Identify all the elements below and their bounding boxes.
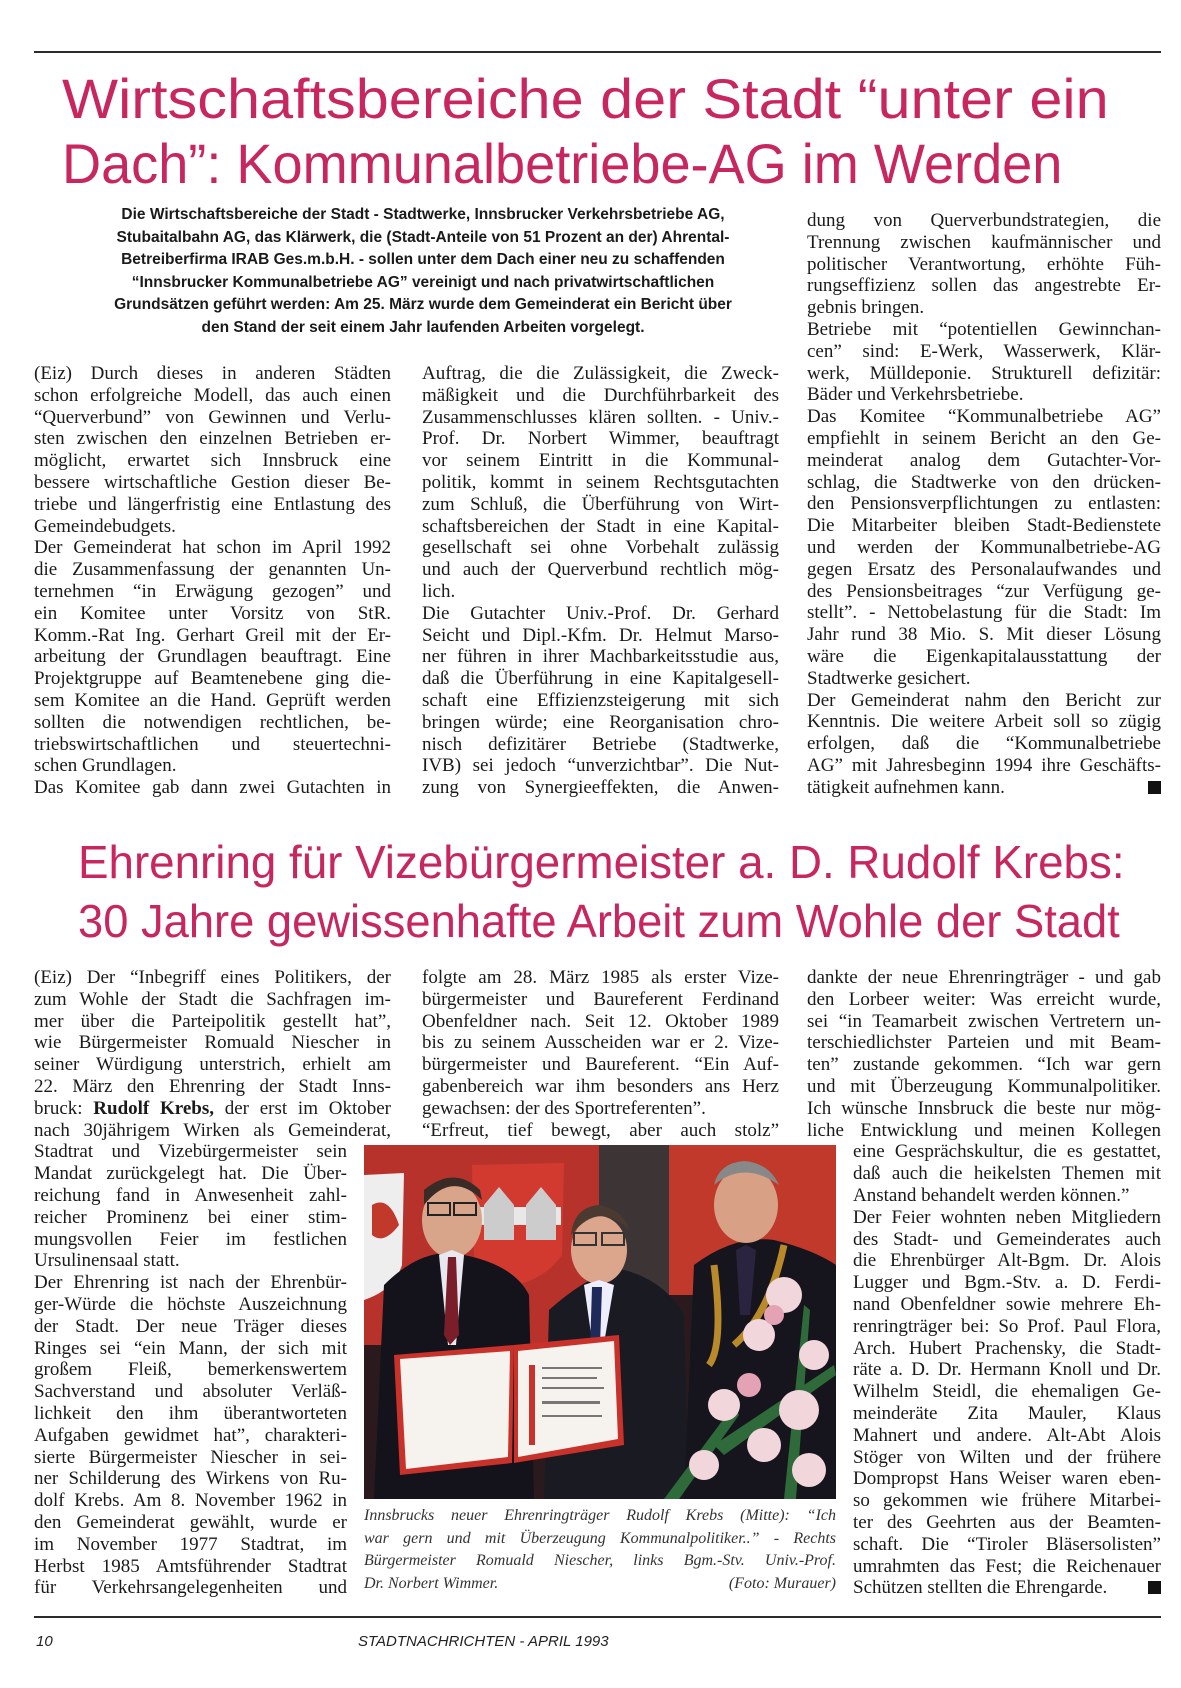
text-line: meinderat analog dem Gutachter-Vor- (807, 449, 1161, 471)
text-line: “Querverbund” von Gewinnen und Verlu- (34, 406, 391, 428)
text-line: gesellschaft sei ohne Vorbehalt zulässig (422, 537, 779, 559)
text-line: und mit Überzeugung Kommunalpolitiker. (807, 1075, 1161, 1097)
caption-line: Innsbrucks neuer Ehrenringträger Rudolf Krebs (Mitte): “Ich (364, 1507, 836, 1524)
end-of-article-square-icon (1148, 1581, 1161, 1594)
text-line: Jahr rund 38 Mio. S. Mit dieser Lösung (807, 624, 1161, 646)
headline-line-1: Wirtschaftsbereiche der Stadt “unter ein (62, 67, 1109, 130)
text-line: ter des Geehrten aus der Beamten- (853, 1511, 1161, 1533)
text-line: schlag, die Stadtwerke von den drücken- (807, 471, 1161, 493)
text-line: “Erfreut, tief bewegt, aber auch stolz” (422, 1119, 779, 1141)
text-line: wie Bürgermeister Romuald Niescher in (34, 1032, 391, 1054)
text-line: IVB) sei jedoch “unverzichtbar”. Die Nut- (422, 755, 779, 777)
photo-credit: (Foto: Murauer) (728, 1574, 836, 1592)
text-line: triebswirtschaftlichen und steuertechni- (34, 733, 391, 755)
text-line: Seicht und Dipl.-Kfm. Dr. Helmut Marso- (422, 624, 779, 646)
text-line: mer über die Parteipolitik gestellt hat”, (34, 1010, 391, 1032)
text-line: zung von Synergieeffekten, die Anwen- (422, 777, 779, 799)
text-line: schon erfolgreiche Modell, das auch einen (34, 384, 391, 406)
text-run: der erst im Oktober (214, 1097, 391, 1119)
article1-column-2 (422, 363, 779, 799)
text-line: folgte am 28. März 1985 als erster Vize- (422, 967, 779, 988)
text-line: AG” mit Jahresbeginn 1994 ihre Geschäfts- (807, 754, 1161, 776)
text-line: reichung fand in Anwesenheit zahl- (34, 1184, 347, 1206)
text-line: ein Komitee unter Vorsitz von StR. (34, 602, 391, 624)
award-photo (364, 1145, 836, 1499)
text-line: Der Gemeinderat hat schon im April 1992 (34, 537, 391, 559)
text-line: Kenntnis. Die weitere Arbeit soll so zügig (807, 711, 1161, 733)
text-line: ner führen in ihrer Machbarkeitsstudie aus, (422, 646, 779, 668)
bold-name: Rudolf Krebs, (93, 1097, 214, 1119)
text-line: seiner Würdigung unterstrich, erhielt am (34, 1054, 391, 1076)
text-line: Gemeindebudgets. (34, 515, 176, 537)
text-line: erfolgen, daß die “Kommunalbetriebe (807, 733, 1161, 755)
text-line: Projektgruppe auf Beamtenebene ging die- (34, 668, 391, 690)
text-line: Schützen stellten die Ehrengarde. (853, 1577, 1161, 1599)
text-line: daß auch die heikelsten Themen mit (853, 1163, 1161, 1185)
text-line: reicher Prominenz bei einer stim- (34, 1206, 347, 1228)
text-line: sollten die notwendigen rechtlichen, be- (34, 711, 391, 733)
text-line: und auch der Querverbund rechtlich mög- (422, 559, 779, 581)
caption-line (364, 1573, 836, 1596)
text-run: bruck: (34, 1097, 94, 1119)
text-line: gewachsen: der des Sportreferenten”. (422, 1097, 706, 1119)
text-line: Der Ehrenring ist nach der Ehrenbür- (34, 1272, 347, 1294)
headline-line-2: Dach”: Kommunalbetriebe-AG im Werden (62, 132, 1063, 195)
text-line: renringträger bei: So Prof. Paul Flora, (853, 1315, 1161, 1337)
text-line: Die Gutachter Univ.-Prof. Dr. Gerhard (422, 602, 779, 624)
text-line: cen” sind: E-Werk, Wasserwerk, Klär- (807, 340, 1161, 362)
text-line: die Zusammenfassung der genannten Un- (34, 559, 391, 581)
text-line: werk, Mülldeponie. Strukturell defizitär: (807, 362, 1161, 384)
text-line: (Eiz) Der “Inbegriff eines Politikers, der (34, 967, 391, 988)
text-line: dankte der neue Ehrenringträger - und gab (807, 967, 1161, 988)
text-line: sei “in Teamarbeit zwischen Vertretern un- (807, 1010, 1161, 1032)
text-line: Auftrag, die die Zulässigkeit, die Zweck- (422, 363, 779, 384)
text-line: umrahmten das Fest; die Reichenauer (853, 1555, 1161, 1577)
text-line: großem Fleiß, bemerkenswertem (34, 1359, 347, 1381)
text-line: arbeitung der Grundlagen beauftragt. Eine (34, 646, 391, 668)
text-line: im November 1977 Stadtrat, im (34, 1533, 347, 1555)
text-line: den Gemeinderat gewählt, wurde er (34, 1511, 347, 1533)
text-line: Herbst 1985 Amtsführender Stadtrat (34, 1555, 347, 1577)
text-line: Lugger und Bgm.-Stv. a. D. Ferdi- (853, 1272, 1161, 1294)
intro-line: Grundsätzen geführt werden: Am 25. März wurde dem Gemeinderat ein Bericht über (114, 296, 732, 314)
caption-line: Bürgermeister Romuald Niescher, links Bgm.-Stv. Univ.-Prof. (364, 1552, 836, 1569)
text-line: Dompropst Hans Weiser waren eben- (853, 1468, 1161, 1490)
text-line: bis zu seinem Ausscheiden war er 2. Vize- (422, 1032, 779, 1054)
text-line: gabenbereich war ihm besonders ans Herz (422, 1075, 779, 1097)
text-line: wäre die Eigenkapitalausstattung der (807, 645, 1161, 667)
intro-line: “Innsbrucker Kommunalbetriebe AG” vereinigt und nach privatwirtschaftlichen (131, 273, 715, 291)
intro-line: Stubaitalbahn AG, das Klärwerk, die (Stadt-Anteile von 51 Prozent an der) Ahrental- (116, 228, 730, 246)
text-line: Mandat zurückgelegt hat. Die Über- (34, 1163, 347, 1185)
text-line: ner Schilderung des Wirkens von Ru- (34, 1468, 347, 1490)
intro-line: den Stand der seit einem Jahr laufenden Arbeiten vorgelegt. (201, 318, 645, 336)
article1-column-1 (34, 363, 391, 799)
headline2-line-1: Ehrenring für Vizebürgermeister a. D. Rudolf Krebs: (78, 836, 1125, 888)
text-line: Mahnert und andere. Alt-Abt Alois (853, 1424, 1161, 1446)
text-line: bringen würde; eine Reorganisation chro- (422, 711, 779, 733)
article1-column-3 (807, 210, 1161, 799)
text-line: mungsvollen Feier im festlichen (34, 1228, 347, 1250)
text-line: bürgermeister und Baureferent Ferdinand (422, 988, 779, 1010)
text-line: den Lorbeer weiter: Was erreicht wurde, (807, 988, 1161, 1010)
article2-column-2 (422, 967, 779, 1141)
text-line: mäßigkeit und die Durchführbarkeit des (422, 384, 779, 406)
text-line: nisch defizitärer Betriebe (Stadtwerke, (422, 733, 779, 755)
text-line: Obenfeldner nach. Seit 12. Oktober 1989 (422, 1010, 779, 1032)
text-line: triebe und längerfristig eine Entlastung des (34, 493, 391, 515)
text-line: Stadtwerke gesichert. (807, 667, 971, 689)
text-line: Aufgaben gewidmet hat”, charakteri- (34, 1424, 347, 1446)
text-line: (Eiz) Durch dieses in anderen Städten (34, 363, 391, 384)
text-line: Zusammenschlusses klären sollten. - Univ.- (422, 406, 779, 428)
text-line: Bäder und Verkehrsbetriebe. (807, 384, 1024, 406)
text-line: liche Entwicklung und meinen Kollegen (807, 1119, 1161, 1141)
text-line: rungseffizienz sollen das angestrebte Er- (807, 275, 1161, 297)
text-line: ten” zustande gekommen. “Ich war gern (807, 1054, 1161, 1076)
text-line: Ich wünsche Innsbruck die beste nur mög- (807, 1097, 1161, 1119)
text-line: Wilhelm Steidl, die ehemaligen Ge- (853, 1381, 1161, 1403)
text-line: bessere wirtschaftliche Gestion dieser Be- (34, 471, 391, 493)
photo-caption (364, 1505, 836, 1595)
text-line: Stöger von Wilten und der frühere (853, 1446, 1161, 1468)
text-line: schaft eine Effizienzsteigerung mit sich (422, 689, 779, 711)
text-line: dolf Krebs. Am 8. November 1962 in (34, 1490, 347, 1512)
headline2-line-2: 30 Jahre gewissenhafte Arbeit zum Wohle der Stadt (78, 895, 1120, 947)
article2-column-1 (34, 967, 391, 1599)
text-line (34, 1098, 391, 1120)
text-line: empfiehlt in seinem Bericht an den Ge- (807, 427, 1161, 449)
text-line: Das Komitee “Kommunalbetriebe AG” (807, 406, 1161, 428)
text-line: dung von Querverbundstrategien, die (807, 210, 1161, 231)
text-line: räte a. D. Dr. Hermann Knoll und Dr. (853, 1359, 1161, 1381)
text-line: Sachverstand und absoluter Verläß- (34, 1381, 347, 1403)
text-line: des Pensionsbeitrages “zur Verfügung ge- (807, 580, 1161, 602)
text-line: bürgermeister und Baureferent. “Ein Auf- (422, 1054, 779, 1076)
text-line: ger-Würde die höchste Auszeichnung (34, 1293, 347, 1315)
text-line: stellt”. - Nettobelastung für die Stadt: Im (807, 602, 1161, 624)
text-line: sten zwischen den einzelnen Betrieben er- (34, 428, 391, 450)
text-line: Arch. Hubert Prachensky, die Stadt- (853, 1337, 1161, 1359)
text-line: tätigkeit aufnehmen kann. (807, 777, 1161, 799)
end-of-article-square-icon (1148, 781, 1161, 794)
text-line: und werden der Kommunalbetriebe-AG (807, 536, 1161, 558)
page-number: 10 (36, 1633, 53, 1650)
text-line: zum Wohle der Stadt die Sachfragen im- (34, 988, 391, 1010)
text-line: sem Komitee an die Hand. Geprüft werden (34, 689, 391, 711)
bottom-rule (34, 1616, 1161, 1618)
text-line: Das Komitee gab dann zwei Gutachten in (34, 777, 391, 799)
text-line: Anstand behandelt werden können.” (853, 1184, 1130, 1206)
text-line: nand Obenfeldner sowie mehrere Eh- (853, 1293, 1161, 1315)
text-line: des Stadt- und Gemeinderates auch (853, 1228, 1161, 1250)
text-line: politischer Verantwortung, erhöhte Füh- (807, 253, 1161, 275)
top-rule (34, 51, 1161, 53)
text-line: schaft. Die “Tiroler Bläsersolisten” (853, 1533, 1161, 1555)
text-line: zum Schluß, die Überführung von Wirt- (422, 493, 779, 515)
text-line: der Stadt. Der neue Träger dieses (34, 1315, 347, 1337)
text-line: gebnis bringen. (807, 297, 925, 319)
text-line: vor seinem Eintritt in die Kommunal- (422, 450, 779, 472)
intro-line: Die Wirtschaftsbereiche der Stadt - Stadtwerke, Innsbrucker Verkehrsbetriebe AG, (121, 206, 725, 223)
text-line: die Ehrenbürger Alt-Bgm. Dr. Alois (853, 1250, 1161, 1272)
text-line: daß die Überführung in eine Kapitalgesell- (422, 668, 779, 690)
text-line: so gekommen wie frühere Mitarbei- (853, 1490, 1161, 1512)
text-line: eine Gesprächskultur, die es gestattet, (853, 1141, 1161, 1163)
article2-column-3 (807, 967, 1161, 1599)
text-line: für Verkehrsangelegenheiten und (34, 1577, 347, 1599)
text-line: terschiedlichster Parteien und mit Beam- (807, 1032, 1161, 1054)
text-line: Prof. Dr. Norbert Wimmer, beauftragt (422, 428, 779, 450)
text-line: 22. März den Ehrenring der Stadt Inns- (34, 1075, 391, 1097)
text-line: Stadtrat und Vizebürgermeister sein (34, 1141, 347, 1163)
text-line: nach 30jährigem Wirken als Gemeinderat, (34, 1119, 391, 1141)
text-line: den Pensionsverpflichtungen zu entlasten: (807, 493, 1161, 515)
text-line: schen Grundlagen. (34, 755, 177, 777)
text-line: lich. (422, 580, 456, 602)
text-line: Ursulinensaal statt. (34, 1250, 180, 1272)
text-line: Der Feier wohnten neben Mitgliedern (853, 1206, 1161, 1228)
text-line: politik, kommt in seinem Rechtsgutachten (422, 471, 779, 493)
text-line: schaftsbereichen der Stadt in eine Kapital- (422, 515, 779, 537)
publication-footer: STADTNACHRICHTEN - APRIL 1993 (358, 1633, 609, 1650)
text-line: möglicht, erwartet sich Innsbruck eine (34, 450, 391, 472)
text-line: Trennung zwischen kaufmännischer und (807, 231, 1161, 253)
text-line: meinderäte Zita Mauler, Klaus (853, 1402, 1161, 1424)
text-line: Betriebe mit “potentiellen Gewinnchan- (807, 318, 1161, 340)
text-line: ternehmen “in Erwägung gezogen” und (34, 580, 391, 602)
text-line: Der Gemeinderat nahm den Bericht zur (807, 689, 1161, 711)
text-line: lichkeit den ihm überantworteten (34, 1402, 347, 1424)
caption-text: Dr. Norbert Wimmer. (364, 1574, 499, 1592)
intro-line: Betreiberfirma IRAB Ges.m.b.H. - sollen unter dem Dach einer neu zu schaffenden (121, 251, 725, 269)
text-line: Komm.-Rat Ing. Gerhart Greil mit der Er- (34, 624, 391, 646)
text-line: Ringes sei “ein Mann, der sich mit (34, 1337, 347, 1359)
text-line: Die Mitarbeiter bleiben Stadt-Bedienstete (807, 515, 1161, 537)
caption-line: war gern und mit Überzeugung Kommunalpolitiker..” - Rechts (364, 1529, 836, 1547)
text-line: sierte Bürgermeister Niescher in sei- (34, 1446, 347, 1468)
article-intro (54, 204, 792, 340)
text-line: gegen Ersatz des Personalaufwandes und (807, 558, 1161, 580)
